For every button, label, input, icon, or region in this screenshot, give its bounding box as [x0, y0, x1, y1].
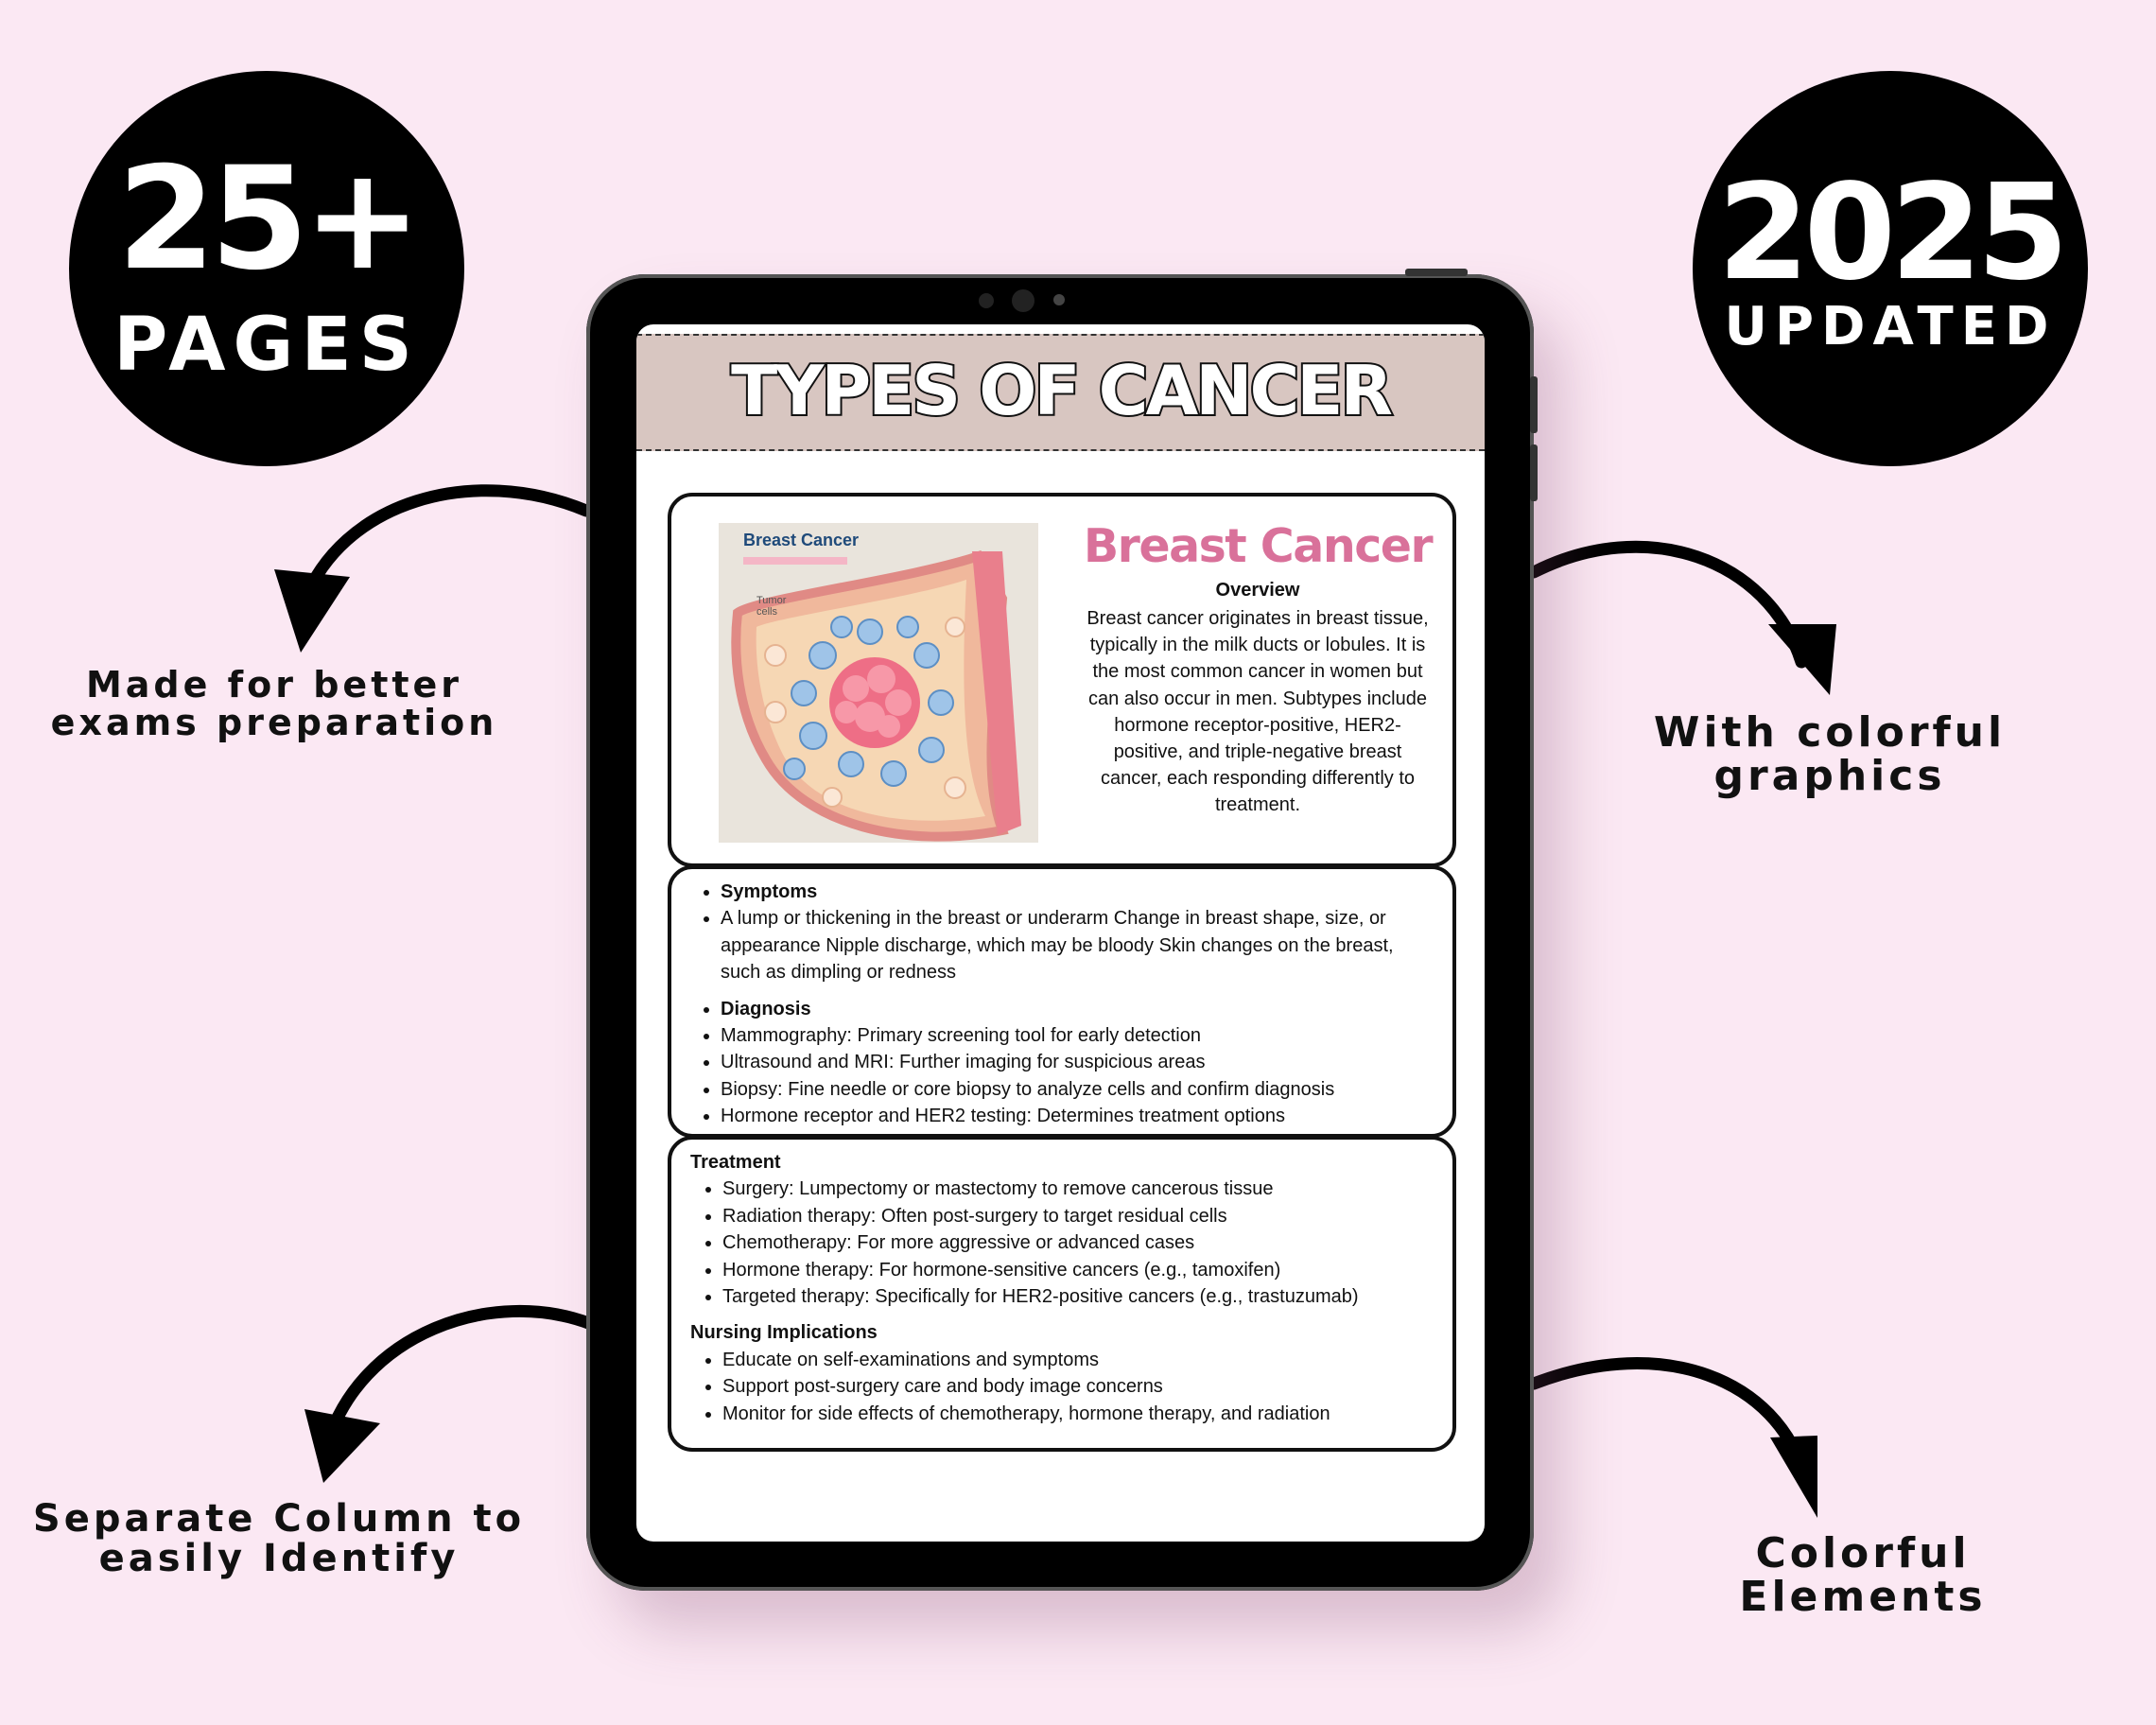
- treatment-heading: Treatment: [690, 1152, 781, 1173]
- pages-badge-number: 25+: [116, 137, 417, 302]
- diagnosis-heading: • Diagnosis: [721, 996, 1435, 1022]
- page-banner: [636, 334, 1485, 451]
- overview-card: [668, 493, 1456, 867]
- callout-line: graphics: [1713, 752, 1946, 801]
- callout-line: With colorful: [1653, 708, 2007, 757]
- tablet-volume-up: [1530, 376, 1538, 433]
- tablet-screen: [636, 324, 1485, 1542]
- arrowhead-bottom-right: [1770, 1436, 1817, 1518]
- list-item: • Support post-surgery care and body image concerns: [722, 1373, 1437, 1400]
- treatment-nursing-list: [690, 1149, 1437, 1427]
- treatment-nursing-card: [668, 1136, 1456, 1452]
- callout-colorful-graphics: [1608, 708, 2052, 801]
- list-item: • Targeted therapy: Specifically for HER2-positive cancers (e.g., trastuzumab): [722, 1283, 1437, 1310]
- arrow-top-right: [1534, 547, 1801, 662]
- camera-lens: [1012, 289, 1035, 312]
- illustration-label: Tumor cells: [756, 595, 787, 619]
- list-item: • A lump or thickening in the breast or underarm Change in breast shape, size, or appearance Nipple discharge, which may be bloody Skin changes on the breast, such as dimpling or redness: [721, 905, 1435, 985]
- list-item: • Hormone therapy: For hormone-sensitive cancers (e.g., tamoxifen): [722, 1257, 1437, 1283]
- list-item: • Chemotherapy: For more aggressive or advanced cases: [722, 1229, 1437, 1256]
- callout-colorful-elements: [1683, 1529, 2043, 1622]
- overview-heading: Overview: [1215, 580, 1300, 601]
- sensor-dot: [979, 293, 994, 308]
- callout-line: Separate Column to: [32, 1497, 526, 1541]
- arrow-top-left: [303, 491, 586, 605]
- breast-tissue-icon: [719, 523, 1038, 843]
- disease-title: Breast Cancer: [1083, 519, 1433, 573]
- updated-badge-year: 2025: [1717, 156, 2063, 310]
- sensor-dot: [1053, 294, 1065, 305]
- symptoms-heading: • Symptoms: [721, 879, 1435, 905]
- arrow-bottom-right: [1534, 1364, 1804, 1475]
- list-item: • Ultrasound and MRI: Further imaging for suspicious areas: [721, 1049, 1435, 1075]
- arrowhead-top-right: [1768, 624, 1836, 695]
- overview-text: Breast cancer originates in breast tissue, typically in the milk ducts or lobules. It is the most common cancer in women but can also occur in men. Subtypes include hormone receptor-positive, HER2-positive, and triple-negative breast cancer, each responding differently to treatment.: [1087, 608, 1429, 816]
- breast-cancer-illustration: [719, 523, 1038, 843]
- updated-badge-label: UPDATED: [1724, 296, 2057, 357]
- pages-badge-label: PAGES: [113, 303, 420, 388]
- list-item: • Monitor for side effects of chemotherapy, hormone therapy, and radiation: [722, 1401, 1437, 1427]
- arrowhead-bottom-left: [304, 1409, 380, 1483]
- symptoms-diagnosis-card: [668, 865, 1456, 1138]
- callout-separate-column: [28, 1499, 530, 1578]
- callout-line: easily Identify: [98, 1537, 460, 1580]
- list-item: • Educate on self-examinations and symptoms: [722, 1347, 1437, 1373]
- tablet-device: [586, 274, 1534, 1591]
- illustration-title: Breast Cancer: [743, 531, 860, 549]
- nursing-heading: Nursing Implications: [690, 1322, 878, 1344]
- tablet-top-button: [1405, 269, 1468, 276]
- symptoms-diagnosis-list: [688, 879, 1435, 1130]
- callout-line: Made for better: [85, 664, 463, 706]
- callout-line: Elements: [1739, 1573, 1987, 1622]
- page-title: TYPES OF CANCER: [731, 351, 1390, 430]
- callout-line: exams preparation: [50, 701, 498, 743]
- list-item: • Radiation therapy: Often post-surgery to target residual cells: [722, 1203, 1437, 1229]
- list-item: • Biopsy: Fine needle or core biopsy to analyze cells and confirm diagnosis: [721, 1076, 1435, 1103]
- list-item: • Surgery: Lumpectomy or mastectomy to remove cancerous tissue: [722, 1176, 1437, 1202]
- arrowhead-top-left: [274, 569, 350, 653]
- callout-exam-prep: [38, 664, 511, 743]
- tablet-volume-down: [1530, 444, 1538, 501]
- list-item: • Hormone receptor and HER2 testing: Determines treatment options: [721, 1103, 1435, 1129]
- list-item: • Mammography: Primary screening tool for early detection: [721, 1022, 1435, 1049]
- callout-line: Colorful: [1755, 1529, 1971, 1577]
